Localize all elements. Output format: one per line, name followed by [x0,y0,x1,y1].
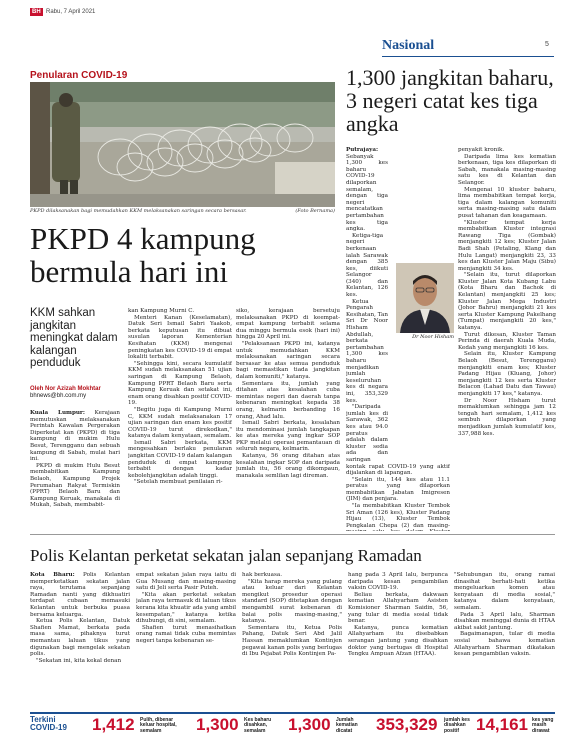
paragraph-text: Sementara itu, Ketua Polis Pahang, Datuk Seri Abd Jalil Hassan memaklumkan Kontinjen pegawai kanan polis yang berlugas di Ibu Pejabat Polis Kontinjen Pa- [242,624,342,658]
headline-line-2: bermula hari ini [30,254,228,289]
article-paragraph [458,272,556,331]
stat-value: 1,412 [92,715,135,733]
paragraph-text: Daripada lima kes kematian berkenaan, tiga kes dilaporkan di Sabah, manakala masing-masing satu kes di Kelantan dan Selangor. [458,153,556,186]
main-col-3 [236,308,340,530]
article-paragraph [458,154,556,187]
stats-title-1: Terkini [30,715,56,724]
paragraph-text: Sementara itu, jumlah yang ditahan atas kesalahan cuba memintas negeri dan daerah tanpa kebenaran meningkat kepada 38 orang, kelmarin berbanding 16 orang, Ahad lalu. [236,380,340,420]
article-paragraph [136,592,236,625]
paragraph-text: "Sekatan ini, kita kekal denan [36,657,122,664]
paragraph-text: "Ia membabitkan Kluster Tembok Sri Aman (126 kes), Kluster Padang Hijau (13), Kluster Tembok Pengkalan Chepa (2) dan masing- [346,503,450,529]
photo-caption [30,208,335,214]
stat-label: Kes baharu disahkan, semalam [244,717,272,733]
article-paragraph [348,572,448,592]
stat-label: kes yang masih dirawat [532,717,554,733]
stat-active [476,716,555,733]
paragraph-text: Ismail Sabri berkata, kesalahan itu mendominasi jumlah tangkapan ke atas mereka yang ingkar SOP PKP melalui operasi pemantauan di seluruh negara, kelmarin. [236,420,340,453]
story2-col-1 [30,572,130,708]
section-label: Nasional [382,38,435,53]
stat-value: 353,329 [376,715,438,733]
paragraph-text: kan Kampung Murni C. [128,308,195,314]
paragraph-text: "Sehingga kini, secara kumulatif KKM sudah melaksanakan 51 ujian saringan di Kampung Belaoh, Kampung PPRT Belaoh Baru serta Kampung Keruak dan setakat ini, enam orang disahkan positif COVID-19. [128,360,232,407]
article-paragraph [458,187,556,220]
paragraph-text: Menteri Kanan (Keselamatan), Datuk Seri Ismail Sabri Yaakob, berkata keputusan itu dibuat susulan laporan Kementerian Kesihatan (KKM) mengenai peningkatan kes COVID-19 di empat lokaliti terbabit. [128,314,232,361]
byline [30,386,120,400]
stat-label: Jumlah kematian dicatat [336,717,358,733]
byline-email: bhnews@bh.com.my [30,393,87,399]
paragraph-text: Shafien turut menasihatkan orang ramai tidak cuba memintas negeri tanpa kebenaran se- [136,624,236,644]
paragraph-text: Mengenai 10 kluster baharu, lima membabitkan tempat kerja, tiga dalam kalangan komuniti serta masing-masing satu dalam pusat tahanan dan keagamaan. [458,186,556,219]
article-paragraph [30,463,120,509]
article-paragraph [458,398,556,438]
paragraph-text: penyakit kronik. [458,147,505,153]
story2-headline: Polis Kelantan perketat sekatan jalan sepanjang Ramadan [30,546,422,565]
paragraph-text: Ketiga-tiga negeri berkenaan ialah Sarawak dengan 385 kes, diikuti Selangor (340) dan Kelantan, 126 kes. [346,232,388,299]
article-paragraph [454,572,555,612]
paragraph-text: Kerajaan memutuskan melaksanakan Perintah Kawalan Pergerakan Diperketat kan (PKPD) di tiga kampung di mukim Hulu Besut, Terengganu dan sebuah kampung di Sabah, mulai hari ini. [30,410,120,463]
paragraph-text: Ismail Sabri berkata, KKM mengesahkan berlaku penularan jangkitan COVID-19 dalam kalangan penduduk di empat kampung terbabit dengan kadar kebolehjangkitan adalah tinggi. [128,439,232,479]
article-paragraph [454,612,555,632]
article-paragraph [128,440,232,480]
stat-label: Pulih, dibenar keluar hospital, semalam [140,717,177,733]
stats-title-2: COVID-19 [30,723,67,732]
stats-title [30,716,92,733]
article-paragraph [458,332,556,352]
page-number: 5 [545,41,549,48]
dateline: Kuala Lumpur: [30,410,85,416]
stat-deaths [288,716,372,733]
article-paragraph [346,147,450,233]
issue-date: Rabu, 7 April 2021 [46,9,96,15]
paragraph-text: "Begitu juga di Kampung Murni C, KKM sudah melaksanakan 17 ujian saringan dan enam kes positif COVID-19 turut direkodkan," katanya dalam kenyataan, semalam. [128,406,232,440]
article-paragraph [128,479,232,486]
paragraph-text: Dr Noor Hisham turut memaklumkan sehingga jam 12 tengah hari semalam, 1,412 kes sembuh dilaporkan yang menjadikan jumlah kumulatif kes, 337,988 kes. [458,397,556,437]
masthead-bar [30,8,555,22]
covid-stats-bar [30,712,555,733]
article-paragraph [458,147,556,154]
main-col-1 [30,410,120,528]
paragraph-text: siko, kerajaan bersetuju melaksanakan PKPD di keempat-empat kampung terbabit selama dua minggu bermula esok (hari ini) hingga 20 April ini. [236,308,340,341]
article-paragraph [346,503,450,531]
paragraph-text: "Selain itu, turut dilaporkan Kluster Jalan Kota Kubang Labu (Kota Bharu dan Bachok di Kelantan) menjangkiti 25 kes; Kluster Jalan Mega Industri (Johor Bahru) menjangkiti 21 kes serta Kluster Kampung Pakelhang (Tumpat) menjangkiti 20 kes," katanya. [458,272,556,332]
section-rule [382,56,554,57]
story2-col-4 [348,572,448,708]
photo-credit: (Foto Bernama) [295,208,335,214]
paragraph-text: "Daripada jumlah kes di Sarawak, 362 kes atau 94.0 peratus adalah dalam kluster sedia ada dan saringan kontak rapat COVID-19 yang aktif dijalankan di lapangan. [346,404,450,477]
paragraph-text: Bagaimanapun, tular di media sosial bahawa kematian Allahyarham Sharman dikatakan kesan pengambilan vaksin. [454,631,555,658]
paragraph-text: Polis Kelantan memperketatkan sekatan jalan raya, terutama sepanjang Ramadan nanti yang dikhuatiri terdapat cubaan memasuki Kelantan untuk berbuka puasa bersama keluarga. [30,572,130,618]
story2-col-3 [242,572,342,708]
stat-value: 1,300 [196,715,239,733]
right-col-2 [458,147,556,531]
paragraph-text: empat sekatan jalan raya iaitu di Gua Musang dan masing-masing satu di Jeli serta Pasir Puteh. [136,572,236,592]
paragraph-text: Turut dikesan, Kluster Taman Perinda di daerah Kuala Muda, Kedah yang menjangkiti 16 kes. [458,331,556,351]
side-headline: 1,300 jangkitan baharu, 3 negeri catat kes tiga angka [346,65,554,136]
paragraph-text: "Kita akan perketat sekatan jalan raya termasuk di laluan tikus kerana kita khuatir ada yang ambil kesempatan," katanya ketika dihubungi, di sini, semalam. [136,591,236,625]
caption-text: PKPD dilaksanakan bagi memudahkan KKM melaksanakan saringan secara bersasar. [30,208,247,214]
article-paragraph [128,407,232,440]
paragraph-text: "Kita harap mereka yang pulang atau keluar dari Kelantan mengikut prosedur operasi standard (SOP) ditetapkan dengan mengambil surat kebenaran di balai polis masing-masing," katanya. [242,578,342,625]
article-paragraph [348,625,448,658]
article-paragraph [30,658,130,665]
paragraph-text: Ketua Polis Kelantan, Datuk Shafien Mamat, berkata pada masa sama, pihaknya turut memantau laluan tikus yang digunakan bagi mengelak sekatan polis. [30,618,130,658]
article-paragraph [242,625,342,658]
article-paragraph [454,631,555,657]
article-paragraph [128,361,232,407]
story2-col-2 [136,572,236,708]
stat-label: jumlah kes disahkan positif [444,717,470,733]
stat-total-positive [376,716,472,733]
article-paragraph [30,572,130,618]
paragraph-text: "Selain itu, 144 kes atau 11.1 peratus yang dilaporkan membabitkan Jabatan Imigresen (JIM) dan penjara. [346,476,450,503]
paragraph-text: Katanya, punca kematian Allahyarham itu disebabkan serangan jantung yang disahkan doktor yang bertugas di Hospital Tengku Ampuan Afzan (HTAA). [348,624,448,658]
article-paragraph [346,477,450,503]
paragraph-text: Pada 3 April lalu, Sharman disahkan meninggal dunia di HTAA akibat sakit jantung. [454,611,555,631]
stat-value: 1,300 [288,715,331,733]
paragraph-text: hang pada 3 April lalu, berpunca daripada kesan pengambilan vaksin COVID-19. [348,572,448,592]
paragraph-text: Selain itu, Kluster Kampung Belaoh (Besut, Terengganu) menjangkiti enam kes; Kluster Padang Hijau (Kluang, Johor) menjangkiti 12 kes serta Kluster Belacon (Lahad Datu dan Tawau) menjangkiti 17 kes," katanya. [458,351,556,397]
article-paragraph [242,572,342,579]
article-paragraph [128,308,232,315]
stat-new-cases [196,716,284,733]
main-headline [30,222,340,288]
section-divider [30,534,555,535]
article-paragraph [458,220,556,273]
article-paragraph [458,351,556,397]
portrait-noor-hisham [396,263,454,333]
paragraph-text: Beliau berkata, dakwaan kematian Allahyarham Asisten Komisioner Sharman Saidin, 56, yang tular di media sosial tidak benar. [348,591,448,625]
stat-value: 14,161 [476,715,528,733]
barbed-wire-checkpoint-photo [30,82,335,207]
story2-col-5 [454,572,555,708]
kicker: Penularan COVID-19 [30,70,128,81]
article-paragraph [128,315,232,361]
news-photo [30,82,335,207]
stat-recovered [92,716,188,733]
paragraph-text: "Sehubungan itu, orang ramai dinasihat berhati-hati ketika mengeluarkan komen atau kenyataan di media sosial," katanya dalam kenyataan, semalam. [454,572,555,611]
headline-line-1: PKPD 4 kampung [30,221,256,256]
paragraph-text: Sebanyak 1,300 kes baharu COVID-19 dilaporkan semalam, dengan tiga negeri mencatatkan pertambahan kes tiga angka. [346,153,388,233]
article-paragraph [236,420,340,453]
portrait-photo [396,263,454,333]
article-paragraph [236,381,340,421]
paragraph-text: hak berkuasa. [242,572,282,578]
article-paragraph [30,618,130,658]
article-paragraph [136,625,236,645]
article-paragraph [236,308,340,341]
article-paragraph [236,453,340,479]
portrait-caption: Dr Noor Hisham [412,334,454,340]
subheadline: KKM sahkan jangkitan meningkat dalam kalangan penduduk [30,307,118,369]
article-paragraph [136,572,236,592]
bh-logo: BH [32,9,41,15]
article-paragraph [348,592,448,625]
paragraph-text: "Pelaksanaan PKPD ini, katanya untuk memudahkan KKM melaksanakan saringan secara bersasar ke atas semua penduduk bagi memastikan tiada jangkitan dalam komuniti," katanya. [236,340,340,380]
byline-name: Oleh Nor Azizah Mokhtar [30,386,101,392]
dateline: Kota Bharu: [30,572,75,578]
paragraph-text: PKPD di mukim Hulu Besut membabitkan Kampung Belaoh, Kampung Projek Perumahan Rakyat Termiskin (PPRT) Belaoh Baru dan Kampung Keruak, manakala di Mukah, Sabah, membabit- [30,462,120,509]
paragraph-text: "Setelah membuat penilaian ri- [134,479,223,486]
article-paragraph [30,410,120,463]
paragraph-text: Ketua Pengarah Kesihatan, Tan Sri Dr Noor Hisham Abdullah, berkata pertambahan 1,300 kes baharu menjadikan jumlah keseluruhan kes di negara ini, 353,329 kes. [346,298,388,404]
paragraph-text: Katanya, 56 orang ditahan atas kesalahan ingkar SOP dan daripada jumlah itu, 56 orang dikompaun, manakala semlilan lagi direman. [236,453,340,479]
main-col-2 [128,308,232,530]
article-paragraph [236,341,340,381]
article-paragraph [242,579,342,625]
dateline: Putrajaya: [346,147,379,153]
paragraph-text: "Kluster tempat kerja membabitkan Kluster integrasi Rawang Tiga (Gombak) menjangkiti 12 kes; Kluster Jalan Badi Shah (Petaling, Klang dan Hulu Langat) menjangkiti 23, 33 kes dan Kluster Jalan Maju (Sibu) menjangkiti 34 kes. [458,219,556,272]
